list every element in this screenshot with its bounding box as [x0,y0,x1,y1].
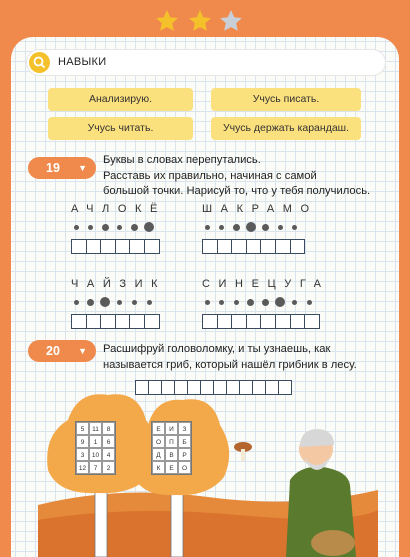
answer-box[interactable] [115,239,131,254]
cipher-cell: 5 [76,422,89,435]
size-dot [307,300,312,305]
size-dot [147,300,152,305]
star-icon-empty [218,8,244,34]
answer-box[interactable] [71,314,87,329]
search-icon [29,52,50,73]
skills-header [27,50,385,75]
size-dot [219,225,224,230]
answer-box[interactable] [246,239,262,254]
size-dot [234,300,239,305]
size-dot [131,224,138,231]
answer-box[interactable] [260,239,276,254]
size-dot [102,224,109,231]
size-dots [71,221,161,235]
skill-tag: Анализирую. [48,88,193,111]
instruction-line: Расшифруй головоломку, и ты узнаешь, как [103,343,331,355]
size-dot [262,299,269,306]
answer-box[interactable] [86,314,102,329]
size-dots [71,296,161,310]
cipher-cell: 10 [89,448,102,461]
answer-box[interactable] [290,239,306,254]
cipher-cell: 6 [102,435,115,448]
cipher-cell: Д [152,448,165,461]
star-icon-filled [154,8,180,34]
size-dot [219,300,224,305]
answer-box[interactable] [260,314,276,329]
answer-box[interactable] [217,314,233,329]
answer-box[interactable] [202,314,218,329]
cipher-cell: О [152,435,165,448]
answer-box[interactable] [231,314,247,329]
task-instructions [103,342,357,373]
number-cipher-grid [75,421,116,475]
size-dot [275,297,285,307]
cipher-cell: И [165,422,178,435]
instruction-line: большой точки. Нарисуй то, что у тебя получилось. [103,185,371,197]
workbook-page [11,37,399,557]
cipher-cell: 7 [89,461,102,474]
task-number-badge [28,157,96,179]
size-dot [88,225,93,230]
task-number-badge [28,340,96,362]
answer-box[interactable] [86,239,102,254]
size-dots [202,296,312,310]
answer-box[interactable] [275,314,291,329]
instruction-line: Расставь их правильно, начиная с самой [103,169,317,182]
size-dot [246,222,256,232]
answer-box[interactable] [71,239,87,254]
cipher-cell: П [165,435,178,448]
cipher-cell: 1 [89,435,102,448]
skill-tag: Учусь писать. [211,88,361,111]
skills-title: НАВЫКИ [58,56,107,68]
skill-tag: Учусь держать карандаш. [211,117,361,140]
cipher-cell: 12 [76,461,89,474]
answer-box[interactable] [304,314,320,329]
scrambled-word: ШАКРАМО [202,203,318,215]
chevron-down-icon: ▼ [78,346,87,356]
size-dot [233,224,240,231]
answer-boxes[interactable] [202,239,304,253]
answer-box[interactable] [144,239,160,254]
cipher-cell: Р [178,448,191,461]
cipher-cell: 11 [89,422,102,435]
skill-tag: Учусь читать. [48,117,193,140]
cipher-cell: Е [165,461,178,474]
answer-box[interactable] [290,314,306,329]
size-dot [74,225,79,230]
size-dot [132,300,137,305]
task-number: 20 [46,344,60,358]
cipher-cell: 8 [102,422,115,435]
size-dot [117,225,122,230]
cipher-cell: 3 [76,448,89,461]
answer-boxes[interactable] [71,314,159,328]
scrambled-word: ЧАЙЗИК [71,278,167,290]
answer-box[interactable] [129,239,145,254]
size-dot [205,225,210,230]
star-icon-filled [187,8,213,34]
answer-box[interactable] [129,314,145,329]
size-dot [74,300,79,305]
size-dot [100,297,110,307]
size-dots [202,221,302,235]
size-dot [144,222,154,232]
answer-boxes[interactable] [202,314,319,328]
answer-box[interactable] [246,314,262,329]
cipher-cell: 2 [102,461,115,474]
answer-box[interactable] [115,314,131,329]
cipher-cell: О [178,461,191,474]
star-rating [0,8,410,36]
answer-box[interactable] [217,239,233,254]
answer-box[interactable] [100,314,116,329]
answer-box[interactable] [144,314,160,329]
cipher-cell: К [152,461,165,474]
size-dot [292,225,297,230]
chevron-down-icon: ▼ [78,163,87,173]
answer-box[interactable] [100,239,116,254]
scrambled-word: АЧЛОКЁ [71,203,166,215]
cipher-cell: 4 [102,448,115,461]
size-dot [247,299,254,306]
size-dot [262,224,269,231]
instruction-line: Буквы в словах перепутались. [103,154,261,166]
cipher-cell: З [178,422,191,435]
cipher-cell: Е [152,422,165,435]
answer-boxes[interactable] [71,239,159,253]
size-dot [278,225,283,230]
size-dot [117,300,122,305]
scrambled-word: СИНЕЦУГА [202,278,330,290]
size-dot [87,299,94,306]
size-dot [292,300,297,305]
size-dot [205,300,210,305]
answer-box[interactable] [275,239,291,254]
cipher-cell: Б [178,435,191,448]
cipher-cell: 9 [76,435,89,448]
answer-box[interactable] [202,239,218,254]
cipher-cell: В [165,448,178,461]
answer-box[interactable] [231,239,247,254]
task-number: 19 [46,161,60,175]
instruction-line: называется гриб, который нашёл грибник в лесу. [103,358,357,371]
letter-cipher-grid [151,421,192,475]
task-instructions [103,153,370,200]
